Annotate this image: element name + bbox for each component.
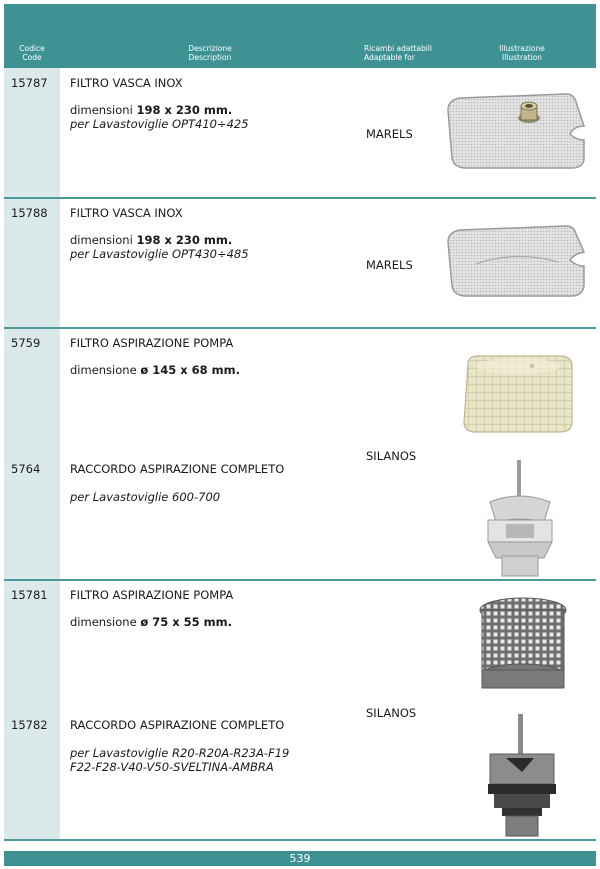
pump-suction-filter-round-image (478, 596, 568, 694)
header-description-en: Description (188, 53, 232, 62)
brand-label: SILANOS (366, 449, 417, 463)
row-separator (4, 579, 596, 581)
dimensions-value: 198 x 230 mm. (136, 103, 233, 117)
dimensions-value: 198 x 230 mm. (136, 233, 233, 247)
header-adaptable-it: Ricambi adattabili (364, 44, 432, 53)
product-title: FILTRO VASCA INOX (70, 76, 183, 90)
header-illustration-it: Illustrazione (499, 44, 545, 53)
header-illustration (462, 44, 582, 62)
brand-label: SILANOS (366, 706, 417, 720)
dimensions-label: dimensione (70, 615, 141, 629)
product-title: FILTRO ASPIRAZIONE POMPA (70, 588, 234, 602)
product-dimensions (70, 103, 355, 117)
product-code: 5764 (11, 462, 41, 476)
product-dimensions (70, 363, 355, 377)
header-adaptable-en: Adaptable for (364, 53, 415, 62)
tank-filter-flat-image (446, 224, 586, 300)
dimensions-label: dimensione (70, 363, 141, 377)
product-code: 15788 (11, 206, 48, 220)
pump-suction-filter-rectangular-image (460, 352, 576, 436)
header-code-it: Codice (19, 44, 45, 53)
dimensions-value: ø 145 x 68 mm. (140, 363, 240, 377)
product-note: per Lavastoviglie OPT430÷485 (70, 247, 249, 261)
product-title: RACCORDO ASPIRAZIONE COMPLETO (70, 718, 285, 732)
suction-fitting-grey-image (482, 460, 558, 578)
row-separator (4, 197, 596, 199)
header-code-en: Code (22, 53, 42, 62)
header-code (4, 44, 60, 62)
page-number: 539 (289, 852, 311, 865)
top-band (4, 4, 596, 42)
page-footer (4, 851, 596, 866)
header-illustration-en: Illustration (501, 53, 543, 62)
product-dimensions (70, 233, 355, 247)
product-title: FILTRO VASCA INOX (70, 206, 183, 220)
product-title: FILTRO ASPIRAZIONE POMPA (70, 336, 234, 350)
dimensions-value: ø 75 x 55 mm. (140, 615, 232, 629)
header-adaptable (364, 44, 444, 62)
product-note: per Lavastoviglie 600-700 (70, 490, 221, 504)
brand-label: MARELS (366, 127, 413, 141)
dimensions-label: dimensioni (70, 103, 137, 117)
product-code: 15782 (11, 718, 48, 732)
dimensions-label: dimensioni (70, 233, 137, 247)
suction-fitting-dark-image (484, 714, 560, 838)
product-dimensions (70, 615, 355, 629)
brand-label: MARELS (366, 258, 413, 272)
row-separator (4, 839, 596, 841)
product-note: per Lavastoviglie OPT410÷425 (70, 117, 249, 131)
product-title: RACCORDO ASPIRAZIONE COMPLETO (70, 462, 285, 476)
table-header (4, 42, 596, 68)
tank-filter-with-fitting-image (446, 92, 586, 172)
product-code: 15781 (11, 588, 48, 602)
product-note: per Lavastoviglie R20-R20A-R23A-F19 (70, 746, 290, 760)
row-separator (4, 327, 596, 329)
header-description-it: Descrizione (188, 44, 232, 53)
product-code: 5759 (11, 336, 41, 350)
product-note-continued: F22-F28-V40-V50-SVELTINA-AMBRA (70, 760, 274, 774)
header-description (60, 44, 360, 62)
product-code: 15787 (11, 76, 48, 90)
